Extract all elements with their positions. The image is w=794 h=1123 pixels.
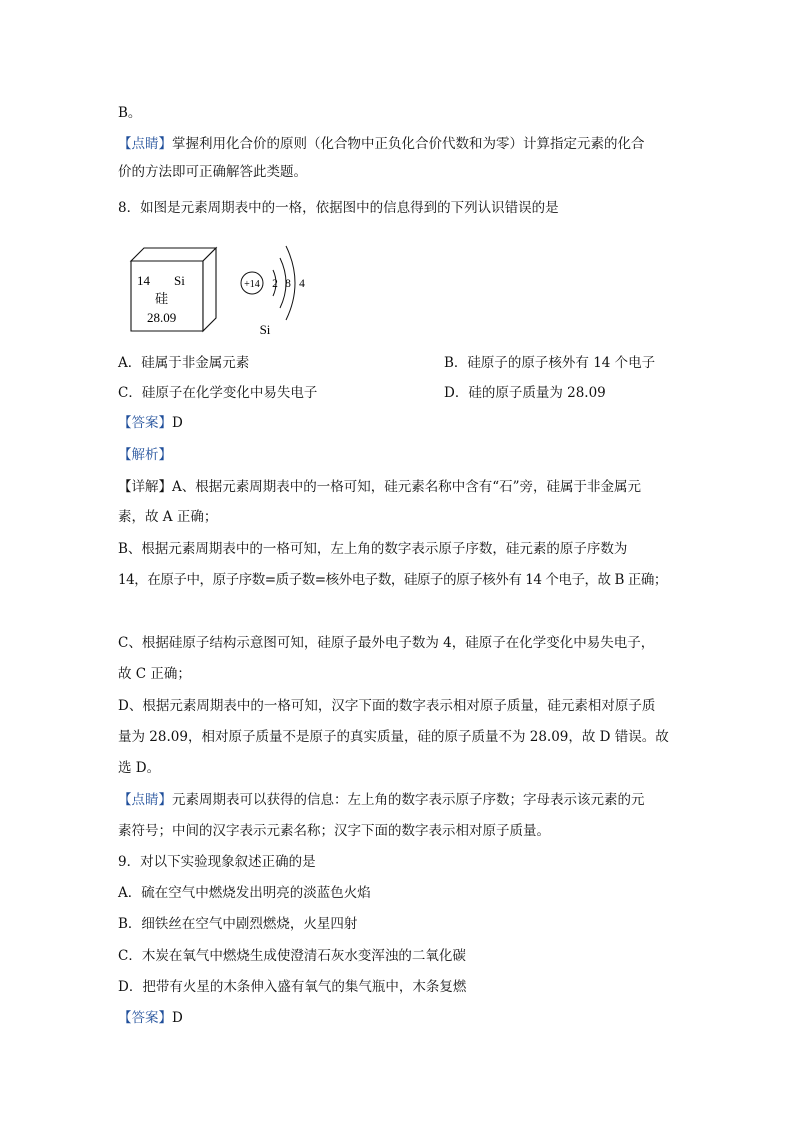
shell-3-electrons: 4 (299, 278, 305, 290)
atomic-mass: 28.09 (147, 310, 177, 325)
periodic-table-cell (131, 248, 216, 331)
q8-answer (118, 413, 183, 433)
analysis-tag: 【解析】 (118, 447, 172, 463)
detail-line-9: 选 D。 (118, 760, 161, 776)
detail-line-3: B、根据元素周期表中的一格可知，左上角的数字表示原子序数，硅元素的原子序数为 (118, 541, 628, 557)
question-8-stem: 8．如图是元素周期表中的一格，依据图中的信息得到的下列认识错误的是 (118, 200, 559, 216)
detail-line-7: D、根据元素周期表中的一格可知，汉字下面的数字表示相对原子质量，硅元素相对原子质 (118, 698, 656, 714)
q8-option-d: D．硅的原子质量为 28.09 (444, 385, 606, 401)
element-name: 硅 (155, 292, 169, 307)
detail-line-2: 素，故 A 正确； (118, 509, 218, 525)
shell-1-electrons: 2 (272, 278, 278, 290)
answer-tag: 【答案】 (118, 415, 172, 431)
detail-line-1 (118, 477, 641, 497)
q9-option-b: B．细铁丝在空气中剧烈燃烧，火星四射 (118, 916, 358, 932)
detail-line-6: 故 C 正确； (118, 666, 191, 682)
question-9-stem: 9．对以下实验现象叙述正确的是 (118, 854, 316, 870)
tip-tag: 【点睛】 (118, 792, 172, 808)
tip2-text-2: 素符号；中间的汉字表示元素名称；汉字下面的数字表示相对原子质量。 (118, 823, 550, 839)
atom-structure-diagram (241, 246, 305, 337)
answer-value: D (172, 415, 183, 431)
q9-option-d: D．把带有火星的木条伸入盛有氧气的集气瓶中，木条复燃 (118, 979, 467, 995)
tip-paragraph-2 (118, 790, 645, 810)
tip2-text-1: 元素周期表可以获得的信息：左上角的数字表示原子序数；字母表示该元素的元 (172, 792, 645, 808)
q9-option-c: C．木炭在氧气中燃烧生成使澄清石灰水变浑浊的二氧化碳 (118, 948, 466, 964)
element-symbol: Si (174, 273, 185, 288)
detail-line-5: C、根据硅原子结构示意图可知，硅原子最外电子数为 4，硅原子在化学变化中易失电子， (118, 635, 655, 651)
shell-2-electrons: 8 (285, 278, 291, 290)
atomic-number: 14 (137, 273, 150, 288)
previous-answer-text: B。 (118, 105, 142, 121)
tip-text-line-2: 价的方法即可正确解答此类题。 (118, 164, 307, 180)
q8-option-a: A．硅属于非金属元素 (118, 355, 250, 371)
detail-text-1: A、根据元素周期表中的一格可知，硅元素名称中含有“石”旁，硅属于非金属元 (172, 479, 642, 495)
answer-tag: 【答案】 (118, 1010, 172, 1026)
tip-text-line-1: 掌握利用化合价的原则（化合物中正负化合价代数和为零）计算指定元素的化合 (172, 136, 645, 152)
detail-tag: 【详解】 (118, 479, 172, 495)
q8-option-b: B．硅原子的原子核外有 14 个电子 (444, 355, 656, 371)
silicon-figure (128, 233, 328, 343)
atom-label: Si (259, 322, 271, 337)
detail-line-8: 量为 28.09，相对原子质量不是原子的真实质量，硅的原子质量不为 28.09，故 D 错误。故 (118, 729, 669, 745)
tip-paragraph-1 (118, 134, 645, 154)
nucleus-charge: +14 (244, 279, 260, 290)
q9-answer (118, 1008, 183, 1028)
tip-tag: 【点睛】 (118, 136, 172, 152)
q8-option-c: C．硅原子在化学变化中易失电子 (118, 385, 318, 401)
answer-value: D (172, 1010, 183, 1026)
q9-option-a: A．硫在空气中燃烧发出明亮的淡蓝色火焰 (118, 885, 371, 901)
detail-line-4: 14，在原子中，原子序数=质子数=核外电子数，硅原子的原子核外有 14 个电子，故 B 正确； (118, 572, 667, 588)
